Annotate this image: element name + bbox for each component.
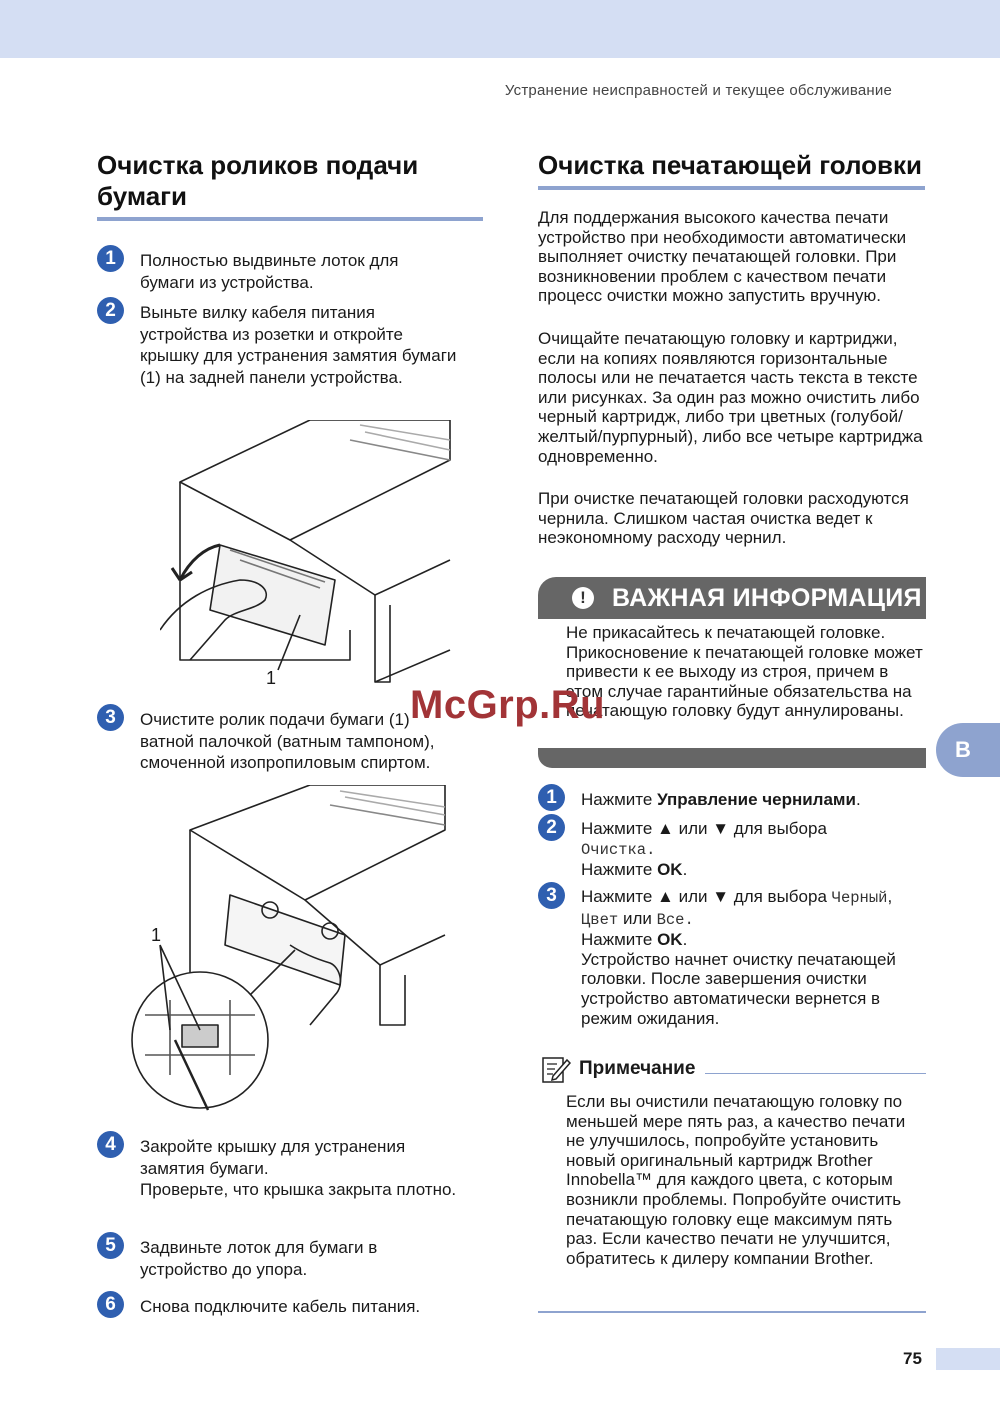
header-band	[0, 0, 1000, 58]
step-number-badge: 2	[97, 297, 124, 324]
right-step-2: 2 Нажмите ▲ или ▼ для выбора Очистка. Нажмите OK.	[538, 819, 928, 880]
step-number-badge: 1	[538, 784, 565, 811]
step-number-badge: 1	[97, 245, 124, 272]
callout-1: 1	[266, 668, 277, 688]
section-title-printhead: Очистка печатающей головки	[538, 150, 923, 180]
title-rule	[97, 217, 483, 221]
step-text: Снова подключите кабель питания.	[140, 1297, 421, 1316]
important-text: Не прикасайтесь к печатающей головке. Прикосновение к печатающей головке может привести к ее выходу из строя, причем в этом случае гарантийные обязательства на печатающую головку будут аннулированы.	[566, 623, 923, 721]
step-text: Задвиньте лоток для бумаги в устройство до упора.	[140, 1238, 378, 1279]
chapter-tab: B	[936, 723, 1000, 777]
menu-option: Черный	[831, 889, 888, 907]
printer-rear-cover-illustration	[160, 420, 460, 695]
menu-name: Управление чернилами	[657, 790, 856, 809]
note-title: Примечание	[579, 1058, 696, 1079]
left-step-1	[97, 247, 457, 293]
step-text: Полностью выдвиньте лоток для бумаги из устройства.	[140, 251, 399, 292]
step-text: Очистите ролик подачи бумаги (1) ватной палочкой (ватным тампоном), смоченной изопропиловым спиртом.	[140, 710, 435, 773]
important-footer-bar	[538, 748, 926, 768]
step-text: Проверьте, что крышка закрыта плотно.	[140, 1180, 457, 1200]
step-text: Закройте крышку для устранения замятия бумаги.	[140, 1137, 406, 1178]
menu-option: Очистка	[581, 840, 647, 859]
running-head: Устранение неисправностей и текущее обслуживание	[504, 82, 892, 99]
page-number: 75	[903, 1349, 922, 1368]
note-bottom-rule	[538, 1311, 926, 1313]
exclamation-icon: !	[572, 587, 594, 609]
intro-paragraph: Для поддержания высокого качества печати устройство при необходимости автоматически выполняет очистку печатающей головки. При возникновении проблем с качеством печати процесс очистки можно запустить вручную.	[538, 208, 907, 306]
left-step-5	[97, 1234, 467, 1280]
cleaning-paragraph: Очищайте печатающую головку и картриджи, если на копиях появляются горизонтальные полосы или не печатается часть текста в тексте или рисунках. За один раз можно очистить либо черный картридж, либо три цветных (голубой/желтый/пурпурный), либо все четыре картриджа одновременно.	[538, 329, 923, 466]
section-title-rollers: Очистка роликов подачи бумаги	[97, 150, 419, 211]
step-number-badge: 3	[538, 882, 565, 909]
left-step-4	[97, 1133, 467, 1201]
step-number-badge: 5	[97, 1232, 124, 1259]
left-step-6	[97, 1293, 477, 1318]
callout-1: 1	[151, 925, 162, 945]
note-rule	[705, 1073, 926, 1074]
roller-cleaning-illustration	[130, 785, 450, 1115]
right-step-1: 1 Нажмите Управление чернилами.	[538, 789, 928, 811]
important-banner	[538, 577, 926, 619]
title-rule	[538, 186, 925, 190]
step-number-badge: 2	[538, 814, 565, 841]
ink-usage-paragraph: При очистке печатающей головки расходуются чернила. Слишком частая очистка ведет к неэкономному расходу чернил.	[538, 489, 909, 548]
important-title: ВАЖНАЯ ИНФОРМАЦИЯ	[612, 583, 922, 612]
note-header	[541, 1054, 926, 1084]
right-step-3: 3 Нажмите ▲ или ▼ для выбора Черный, Цвет или Все. Нажмите OK. Устройство начнет очистку печатающей головки. После завершения очистки устройство автоматически вернется в режим ожидания.	[538, 887, 928, 1028]
watermark: McGrp.Ru	[410, 683, 606, 727]
ok-key: OK	[657, 860, 683, 880]
step-number-badge: 6	[97, 1291, 124, 1318]
note-text: Если вы очистили печатающую головку по меньшей мере пять раз, а качество печати не улучшилось, попробуйте установить новый оригинальный картридж Brother Innobella™ для каждого цвета, с которым возникли проблемы. Попробуйте очистить печатающую головку еще максимум пять раз. Если качество печати не улучшится, обратитесь к дилеру компании Brother.	[566, 1092, 906, 1268]
step-number-badge: 4	[97, 1131, 124, 1158]
ok-key: OK	[657, 930, 683, 950]
step-text: Выньте вилку кабеля питания устройства из розетки и откройте крышку для устранения замятия бумаги (1) на задней панели устройства.	[140, 303, 457, 387]
page-tab	[936, 1348, 1000, 1370]
step-number-badge: 3	[97, 704, 124, 731]
menu-option: Все	[656, 910, 685, 929]
step-description: Устройство начнет очистку печатающей головки. После завершения очистки устройство автоматически вернется в режим ожидания.	[581, 949, 896, 1028]
left-step-2	[97, 299, 457, 388]
menu-option: Цвет	[581, 910, 619, 929]
note-pencil-icon	[541, 1054, 571, 1084]
